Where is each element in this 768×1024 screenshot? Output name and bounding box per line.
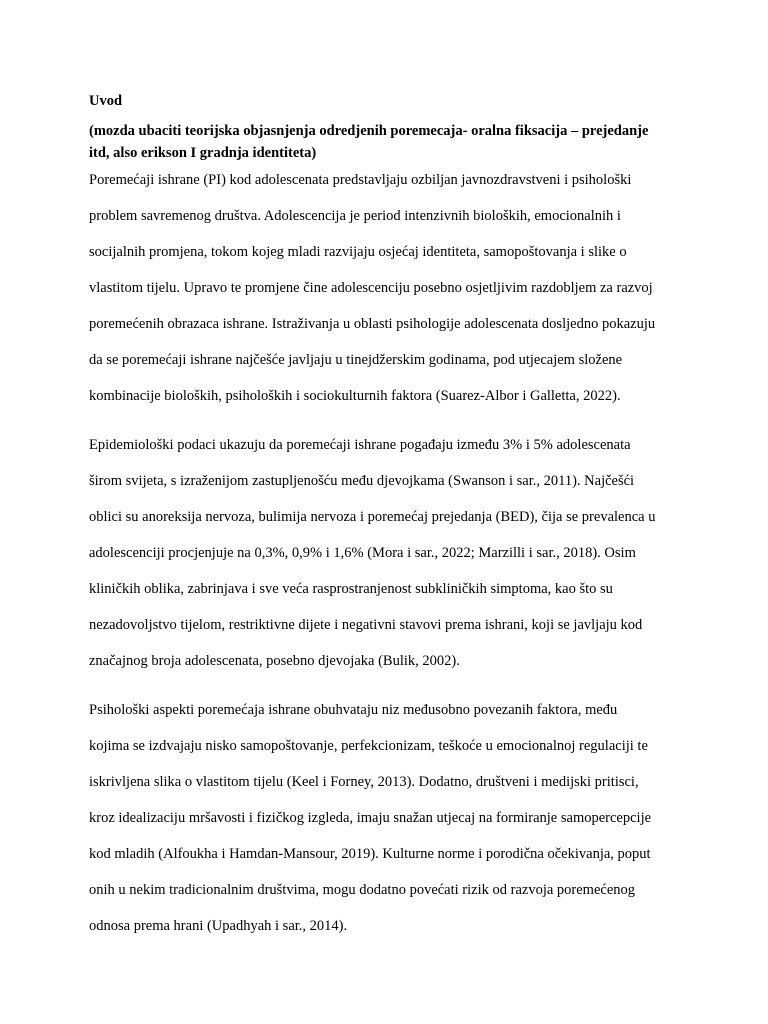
paragraph-line: onih u nekim tradicionalnim društvima, mogu dodatno povećati rizik od razvoja poremećenog — [89, 882, 636, 898]
paragraph-line: kojima se izdvajaju nisko samopoštovanje, perfekcionizam, teškoće u emocionalnoj regulaciji te — [89, 738, 648, 754]
paragraph-line: vlastitom tijelu. Upravo te promjene čine adolescenciju posebno osjetljivim razdobljem za razvoj — [89, 280, 653, 296]
paragraph-line: adolescenciji procjenjuje na 0,3%, 0,9% i 1,6% (Mora i sar., 2022; Marzilli i sar., 2018). Osim — [89, 545, 636, 561]
paragraph-spacing — [89, 421, 681, 434]
section-heading: Uvod — [89, 93, 123, 109]
paragraph-line: da se poremećaji ishrane najčešće javljaju u tinejdžerskim godinama, pod utjecajem složene — [89, 352, 623, 368]
paragraph-line: širom svijeta, s izraženijom zastupljenošću među djevojkama (Swanson i sar., 2011). Najčešći — [89, 473, 635, 489]
paragraph-line: Psihološki aspekti poremećaja ishrane obuhvataju niz međusobno povezanih faktora, među — [89, 702, 618, 718]
paragraph-line: poremećenih obrazaca ishrane. Istraživanja u oblasti psihologije adolescenata dosljedno pokazuju — [89, 316, 656, 332]
paragraph-line: Poremećaji ishrane (PI) kod adolescenata predstavljaju ozbiljan javnozdravstveni i psihološki — [89, 172, 632, 188]
author-note — [89, 120, 681, 164]
paragraph-line: odnosa prema hrani (Upadhyah i sar., 2014). — [89, 918, 348, 934]
paragraph-line: iskrivljena slika o vlastitom tijelu (Keel i Forney, 2013). Dodatno, društveni i medijski pritisci, — [89, 774, 639, 790]
paragraph-line: kombinacije bioloških, psiholoških i sociokulturnih faktora (Suarez-Albor i Galletta, 2022). — [89, 388, 621, 404]
paragraph-line: Epidemiološki podaci ukazuju da poremećaji ishrane pogađaju između 3% i 5% adolescenata — [89, 437, 631, 453]
paragraph-line: oblici su anoreksija nervoza, bulimija nervoza i poremećaj prejedanja (BED), čija se prevalenca u — [89, 509, 656, 525]
document-page — [89, 90, 681, 951]
paragraph-3 — [89, 699, 681, 951]
author-note-line: itd, also erikson I gradnja identiteta) — [89, 145, 317, 161]
paragraph-2 — [89, 434, 681, 686]
paragraph-1 — [89, 169, 681, 421]
paragraph-line: socijalnih promjena, tokom kojeg mladi razvijaju osjećaj identiteta, samopoštovanja i slike o — [89, 244, 627, 260]
paragraph-line: kroz idealizaciju mršavosti i fizičkog izgleda, imaju snažan utjecaj na formiranje samopercepcije — [89, 810, 652, 826]
author-note-line: (mozda ubaciti teorijska objasnjenja odredjenih poremecaja- oralna fiksacija – prejedanje — [89, 123, 649, 139]
paragraph-line: kliničkih oblika, zabrinjava i sve veća rasprostranjenost subkliničkih simptoma, kao što su — [89, 581, 613, 597]
paragraph-line: značajnog broja adolescenata, posebno djevojaka (Bulik, 2002). — [89, 653, 460, 669]
paragraph-line: problem savremenog društva. Adolescencija je period intenzivnih bioloških, emocionalnih i — [89, 208, 621, 224]
paragraph-line: kod mladih (Alfoukha i Hamdan-Mansour, 2019). Kulturne norme i porodična očekivanja, poput — [89, 846, 651, 862]
paragraph-line: nezadovoljstvo tijelom, restriktivne dijete i negativni stavovi prema ishrani, koji se javljaju kod — [89, 617, 643, 633]
paragraph-spacing — [89, 686, 681, 699]
